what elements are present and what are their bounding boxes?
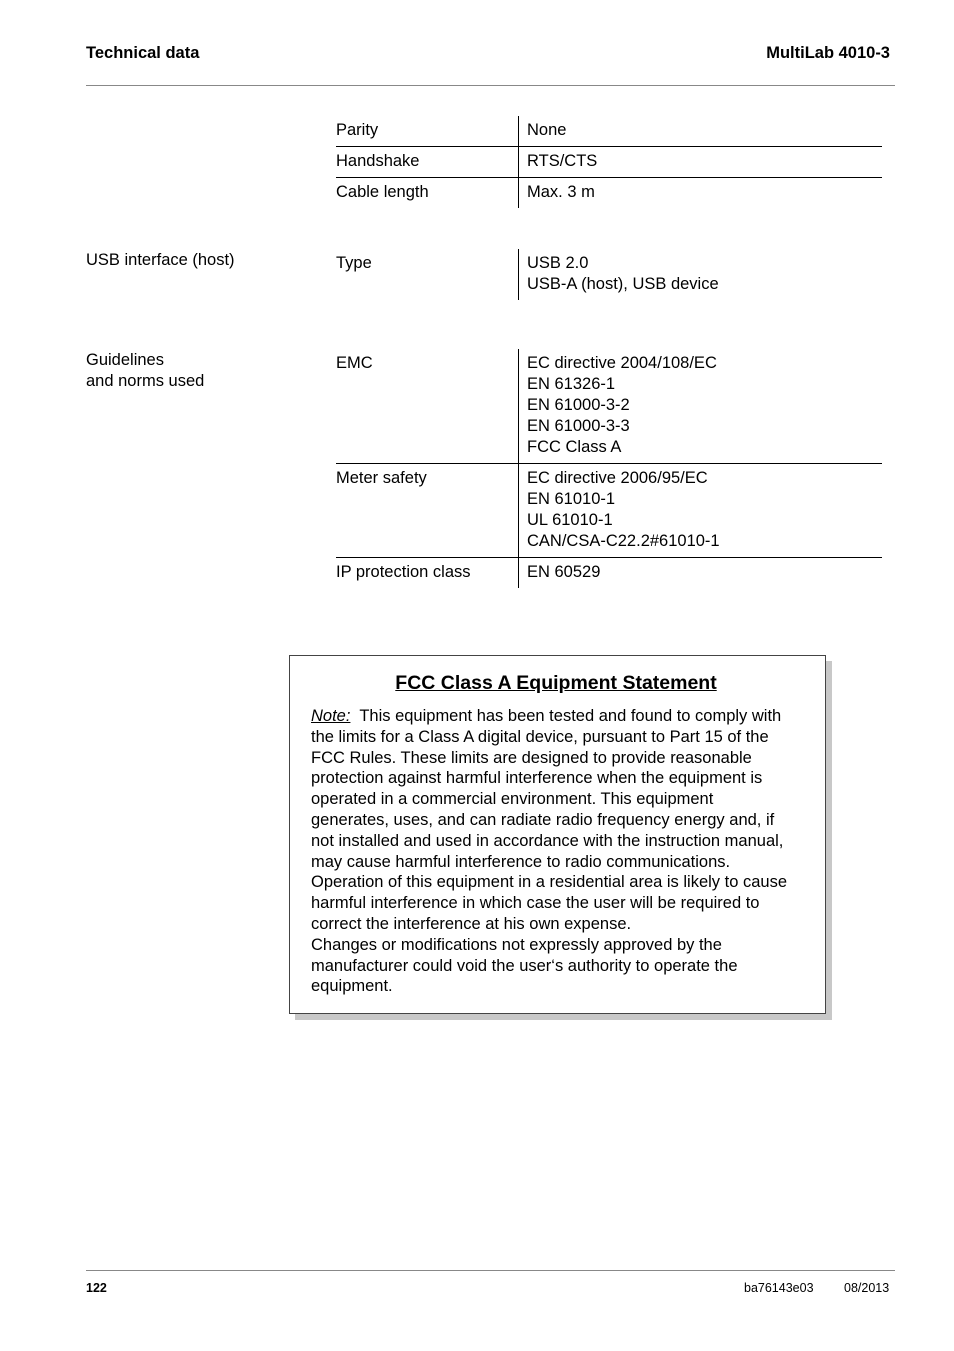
guidelines-table-value — [518, 349, 882, 463]
guidelines-table-value-line: EN 61010-1 — [527, 490, 616, 508]
fcc-body-line: operated in a commercial environment. This equipment — [311, 790, 714, 809]
guidelines-label — [86, 350, 204, 392]
fcc-body-line: FCC Rules. These limits are designed to provide reasonable — [311, 748, 752, 767]
fcc-statement-body — [311, 706, 807, 997]
usb-interface-table — [336, 249, 882, 300]
guidelines-table-value-line: CAN/CSA-C22.2#61010-1 — [527, 532, 720, 550]
usb-interface-label — [86, 250, 235, 271]
guidelines-table-value-line: UL 61010-1 — [527, 511, 613, 529]
fcc-body-line — [311, 706, 807, 727]
fcc-body-line: not installed and used in accordance with the instruction manual, — [311, 831, 784, 850]
serial-table-row — [336, 116, 882, 146]
usb-table-value-line: USB 2.0 — [527, 254, 589, 272]
serial-table-value-line: None — [527, 121, 567, 139]
fcc-body-line: manufacturer could void the user‘s authority to operate the — [311, 956, 738, 975]
fcc-body-line: correct the interference at his own expense. — [311, 914, 632, 933]
header-section-title: Technical data — [86, 44, 200, 62]
serial-table-value-line: RTS/CTS — [527, 152, 598, 170]
guidelines-table-key: EMC — [336, 354, 373, 372]
guidelines-table-value — [518, 558, 882, 588]
guidelines-table-key: Meter safety — [336, 469, 427, 487]
usb-table-row — [336, 249, 882, 300]
guidelines-table-value-line: EC directive 2006/95/EC — [527, 469, 708, 487]
guidelines-label-line: and norms used — [86, 372, 205, 390]
guidelines-table-key: IP protection class — [336, 563, 471, 581]
guidelines-table-value-line: EN 60529 — [527, 563, 601, 581]
serial-table-row — [336, 177, 882, 208]
serial-table-key: Handshake — [336, 152, 420, 170]
fcc-body-line: equipment. — [311, 977, 393, 996]
usb-table-key: Type — [336, 254, 372, 272]
fcc-body-line: Operation of this equipment in a residential area is likely to cause — [311, 873, 788, 892]
serial-table-key: Parity — [336, 121, 379, 139]
guidelines-table-row — [336, 463, 882, 557]
usb-table-value — [518, 249, 882, 300]
guidelines-table-value-line: EN 61000-3-2 — [527, 396, 630, 414]
guidelines-label-line: Guidelines — [86, 351, 164, 369]
fcc-body-line: protection against harmful interference when the equipment is — [311, 769, 763, 788]
serial-table-row — [336, 146, 882, 177]
serial-table-key: Cable length — [336, 183, 429, 201]
fcc-body-line: harmful interference in which case the user will be required to — [311, 894, 760, 913]
fcc-statement-title: FCC Class A Equipment Statement — [395, 672, 717, 694]
serial-table-value — [518, 147, 882, 177]
guidelines-table-value-line: FCC Class A — [527, 438, 622, 456]
fcc-body-line: generates, uses, and can radiate radio frequency energy and, if — [311, 810, 775, 829]
serial-interface-table — [336, 116, 882, 208]
usb-label-line: USB interface (host) — [86, 251, 235, 269]
footer-divider — [86, 1270, 895, 1271]
document-date: 08/2013 — [844, 1281, 890, 1295]
serial-table-value — [518, 178, 882, 208]
fcc-statement-box — [289, 655, 826, 1014]
header-product-name: MultiLab 4010-3 — [766, 44, 890, 62]
fcc-body-line: Changes or modifications not expressly approved by the — [311, 935, 722, 954]
guidelines-table-value-line: EC directive 2004/108/EC — [527, 354, 717, 372]
guidelines-table-row — [336, 349, 882, 463]
fcc-note-label: Note: — [311, 707, 351, 725]
guidelines-table-value-line: EN 61000-3-3 — [527, 417, 630, 435]
guidelines-table-value — [518, 464, 882, 557]
guidelines-table — [336, 349, 882, 588]
serial-table-value-line: Max. 3 m — [527, 183, 595, 201]
fcc-body-line: the limits for a Class A digital device, pursuant to Part 15 of the — [311, 727, 769, 746]
document-id: ba76143e03 — [744, 1281, 814, 1295]
header-divider — [86, 85, 895, 86]
guidelines-table-value-line: EN 61326-1 — [527, 375, 616, 393]
serial-table-value — [518, 116, 882, 146]
fcc-body-line: may cause harmful interference to radio communications. — [311, 852, 731, 871]
page-number: 122 — [86, 1281, 107, 1295]
usb-table-value-line: USB-A (host), USB device — [527, 275, 719, 293]
guidelines-table-row — [336, 557, 882, 588]
fcc-body-text: This equipment has been tested and found to comply with — [359, 707, 782, 725]
